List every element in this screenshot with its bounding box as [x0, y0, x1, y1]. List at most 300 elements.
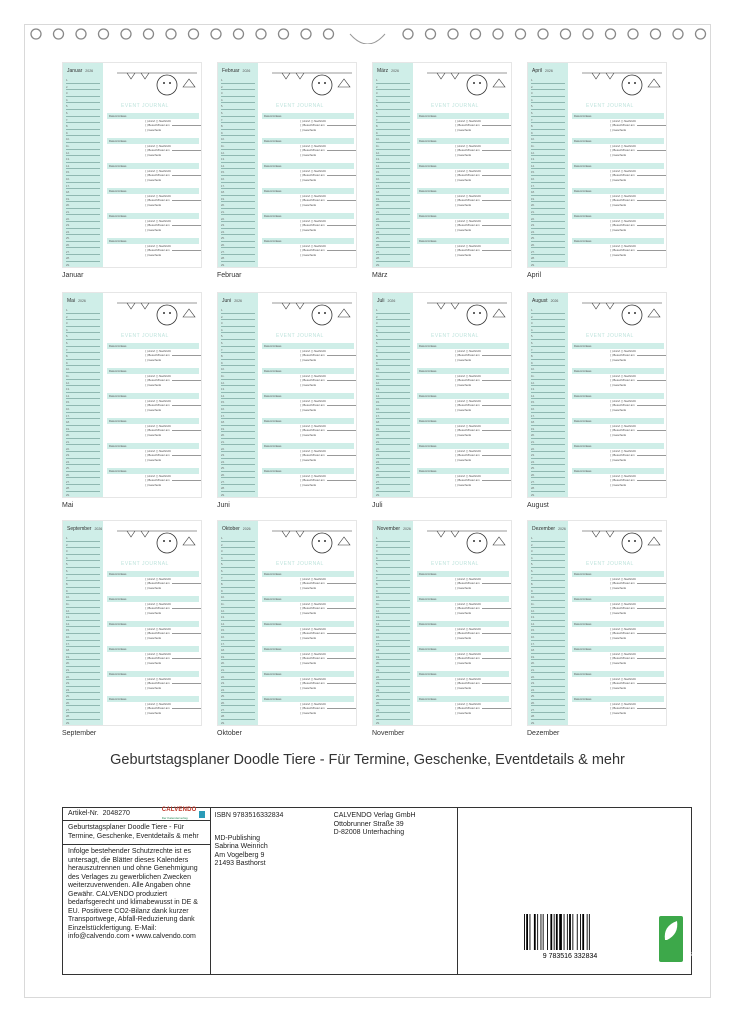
event-option-gift: ( ) Geschenk — [455, 432, 472, 437]
day-line: 3. — [66, 90, 100, 97]
event-option-visit: ( ) Besuch/Feier am — [145, 248, 199, 252]
event-option-gift: ( ) Geschenk — [145, 152, 162, 157]
day-line: 10. — [66, 594, 100, 601]
event-option-visit: ( ) Besuch/Feier am — [145, 453, 199, 457]
day-line: 18. — [66, 189, 100, 196]
day-line: 27. — [376, 706, 410, 713]
day-lines — [376, 535, 410, 726]
event-option-visit: ( ) Besuch/Feier am — [300, 223, 354, 227]
month-label: Januar — [62, 272, 84, 279]
event-option-call: ( ) Anruf ( ) Nachricht — [610, 474, 636, 478]
event-option-gift: ( ) Geschenk — [455, 685, 472, 690]
event-option-call: ( ) Anruf ( ) Nachricht — [300, 219, 326, 223]
event-row-header: Datum/Anlass — [107, 671, 199, 677]
day-line: 25. — [376, 693, 410, 700]
event-option-call: ( ) Anruf ( ) Nachricht — [455, 144, 481, 148]
day-line: 6. — [221, 340, 255, 347]
day-line: 24. — [66, 229, 100, 236]
day-line: 20. — [66, 202, 100, 209]
month-page-header: September 2026 — [67, 526, 103, 532]
day-line: 15. — [66, 399, 100, 406]
day-line: 18. — [221, 647, 255, 654]
event-option-call: ( ) Anruf ( ) Nachricht — [300, 169, 326, 173]
day-line: 15. — [221, 169, 255, 176]
event-row-header: Datum/Anlass — [262, 418, 354, 424]
event-row — [572, 213, 664, 239]
article-label: Artikel-Nr. — [68, 809, 99, 817]
day-line: 3. — [221, 320, 255, 327]
day-line: 2. — [221, 542, 255, 549]
event-row-header: Datum/Anlass — [572, 213, 664, 219]
event-option-call: ( ) Anruf ( ) Nachricht — [610, 424, 636, 428]
event-option-visit: ( ) Besuch/Feier am — [610, 123, 664, 127]
day-line: 25. — [531, 235, 565, 242]
day-line: 1. — [531, 307, 565, 314]
day-line: 9. — [221, 588, 255, 595]
event-option-visit: ( ) Besuch/Feier am — [145, 223, 199, 227]
day-line: 9. — [531, 360, 565, 367]
event-row — [572, 671, 664, 697]
event-option-visit: ( ) Besuch/Feier am — [145, 581, 199, 585]
month-page-header: Juli 2026 — [377, 298, 396, 304]
event-option-gift: ( ) Geschenk — [455, 227, 472, 232]
day-line: 17. — [66, 641, 100, 648]
day-line: 11. — [66, 143, 100, 150]
day-line: 24. — [531, 229, 565, 236]
event-row-header: Datum/Anlass — [572, 368, 664, 374]
event-option-visit: ( ) Besuch/Feier am — [610, 353, 664, 357]
day-line: 21. — [531, 209, 565, 216]
event-option-visit: ( ) Besuch/Feier am — [610, 378, 664, 382]
event-row-header: Datum/Anlass — [417, 696, 509, 702]
event-option-visit: ( ) Besuch/Feier am — [300, 198, 354, 202]
event-option-gift: ( ) Geschenk — [610, 382, 627, 387]
month-label: November — [372, 730, 405, 737]
day-line: 26. — [221, 700, 255, 707]
event-row — [417, 671, 509, 697]
event-row — [572, 418, 664, 444]
month-page-header: November 2026 — [377, 526, 411, 532]
event-option-visit: ( ) Besuch/Feier am — [300, 248, 354, 252]
day-line: 4. — [531, 97, 565, 104]
day-line: 19. — [531, 196, 565, 203]
event-option-gift: ( ) Geschenk — [145, 382, 162, 387]
event-option-gift: ( ) Geschenk — [610, 252, 627, 257]
event-option-gift: ( ) Geschenk — [610, 660, 627, 665]
event-row — [572, 468, 664, 494]
month-juni — [217, 292, 357, 509]
event-option-visit: ( ) Besuch/Feier am — [610, 198, 664, 202]
event-option-visit: ( ) Besuch/Feier am — [455, 606, 509, 610]
day-line: 6. — [66, 568, 100, 575]
day-line: 20. — [221, 432, 255, 439]
event-option-gift: ( ) Geschenk — [300, 382, 317, 387]
day-line: 27. — [221, 478, 255, 485]
month-page-header: Dezember 2026 — [532, 526, 566, 532]
day-line: 6. — [531, 340, 565, 347]
month-page — [527, 62, 667, 268]
day-line: 29. — [66, 720, 100, 726]
event-option-gift: ( ) Geschenk — [300, 152, 317, 157]
day-line: 1. — [66, 77, 100, 84]
day-line: 9. — [66, 130, 100, 137]
day-line: 28. — [221, 713, 255, 720]
event-row-header: Datum/Anlass — [262, 163, 354, 169]
day-line: 9. — [66, 588, 100, 595]
day-line: 20. — [221, 202, 255, 209]
day-line: 18. — [221, 189, 255, 196]
event-row-header: Datum/Anlass — [417, 113, 509, 119]
event-row — [262, 393, 354, 419]
event-option-call: ( ) Anruf ( ) Nachricht — [455, 652, 481, 656]
event-option-gift: ( ) Geschenk — [610, 407, 627, 412]
day-line: 29. — [376, 720, 410, 726]
event-row-header: Datum/Anlass — [262, 443, 354, 449]
month-label: Dezember — [527, 730, 560, 737]
event-option-call: ( ) Anruf ( ) Nachricht — [610, 577, 636, 581]
event-row-header: Datum/Anlass — [107, 443, 199, 449]
day-lines — [531, 535, 565, 726]
spiral-binding — [0, 24, 735, 44]
day-line: 23. — [66, 222, 100, 229]
day-line: 19. — [66, 426, 100, 433]
day-line: 14. — [66, 393, 100, 400]
event-row — [417, 343, 509, 369]
event-journal-watermark: EVENT JOURNAL — [121, 561, 169, 567]
day-line: 21. — [221, 439, 255, 446]
day-line: 13. — [66, 156, 100, 163]
event-option-gift: ( ) Geschenk — [145, 635, 162, 640]
day-line: 12. — [66, 380, 100, 387]
day-line: 15. — [376, 169, 410, 176]
event-option-visit: ( ) Besuch/Feier am — [455, 123, 509, 127]
day-line: 25. — [531, 693, 565, 700]
event-option-call: ( ) Anruf ( ) Nachricht — [610, 602, 636, 606]
day-line: 21. — [531, 439, 565, 446]
day-line: 7. — [66, 347, 100, 354]
event-option-visit: ( ) Besuch/Feier am — [300, 706, 354, 710]
event-row-header: Datum/Anlass — [262, 646, 354, 652]
day-line: 25. — [221, 693, 255, 700]
event-option-visit: ( ) Besuch/Feier am — [300, 478, 354, 482]
event-option-call: ( ) Anruf ( ) Nachricht — [610, 119, 636, 123]
event-option-gift: ( ) Geschenk — [300, 357, 317, 362]
event-row — [262, 571, 354, 597]
event-row — [417, 163, 509, 189]
month-label: Juni — [217, 502, 230, 509]
day-line: 17. — [66, 183, 100, 190]
day-line: 28. — [66, 713, 100, 720]
event-option-call: ( ) Anruf ( ) Nachricht — [300, 474, 326, 478]
day-line: 29. — [221, 492, 255, 498]
event-option-call: ( ) Anruf ( ) Nachricht — [610, 677, 636, 681]
day-line: 4. — [221, 97, 255, 104]
event-row — [107, 368, 199, 394]
event-row-header: Datum/Anlass — [262, 238, 354, 244]
event-option-gift: ( ) Geschenk — [145, 202, 162, 207]
day-line: 7. — [66, 575, 100, 582]
event-row-header: Datum/Anlass — [107, 468, 199, 474]
legal-text: Infolge bestehender Schutzrechte ist es untersagt, die Blätter dieses Kalenders herauszutrennen und ohne Genehmigung des Verlages zu gewerblichen Zwecken weiterzuverwenden. Alle Angaben ohne Gewähr. CALVENDO produziert bedarfsgerecht und klimabewusst in DE & EU. Positivere CO2-Bilanz dank kurzer Transportwege, Abfall-Reduzierung dank Einzelstückfertigung. E-Mail: info@calvendo.com • www.calvendo.com — [68, 848, 198, 940]
event-option-visit: ( ) Besuch/Feier am — [145, 148, 199, 152]
publisher-name: CALVENDO Verlag GmbH — [333, 812, 416, 819]
day-line: 12. — [376, 380, 410, 387]
day-line: 7. — [221, 117, 255, 124]
event-journal-watermark: EVENT JOURNAL — [586, 103, 634, 109]
day-line: 16. — [376, 634, 410, 641]
day-line: 26. — [221, 242, 255, 249]
day-line: 23. — [221, 680, 255, 687]
day-line: 19. — [66, 654, 100, 661]
day-line: 13. — [376, 156, 410, 163]
event-row — [107, 418, 199, 444]
day-line: 13. — [66, 386, 100, 393]
day-line: 18. — [66, 647, 100, 654]
day-line: 23. — [66, 680, 100, 687]
event-row-header: Datum/Anlass — [107, 368, 199, 374]
event-journal-watermark: EVENT JOURNAL — [431, 561, 479, 567]
event-option-call: ( ) Anruf ( ) Nachricht — [145, 194, 171, 198]
day-line: 17. — [531, 641, 565, 648]
day-line: 27. — [376, 478, 410, 485]
day-line: 6. — [531, 568, 565, 575]
day-line: 27. — [221, 248, 255, 255]
event-option-call: ( ) Anruf ( ) Nachricht — [145, 424, 171, 428]
day-line: 16. — [376, 176, 410, 183]
event-row-header: Datum/Anlass — [572, 113, 664, 119]
day-line: 8. — [66, 353, 100, 360]
event-option-gift: ( ) Geschenk — [300, 635, 317, 640]
day-line: 18. — [531, 189, 565, 196]
cake-doodle-icon — [417, 297, 511, 337]
event-row — [107, 393, 199, 419]
day-line: 11. — [376, 601, 410, 608]
event-option-call: ( ) Anruf ( ) Nachricht — [300, 577, 326, 581]
barcode-digits: 9 783516 332834 — [542, 953, 598, 960]
event-row-header: Datum/Anlass — [572, 671, 664, 677]
event-option-call: ( ) Anruf ( ) Nachricht — [455, 449, 481, 453]
event-row — [572, 571, 664, 597]
snail-doodle-icon — [107, 525, 201, 565]
day-line: 1. — [221, 535, 255, 542]
day-line: 25. — [66, 235, 100, 242]
day-line: 28. — [376, 485, 410, 492]
event-option-call: ( ) Anruf ( ) Nachricht — [455, 244, 481, 248]
day-line: 6. — [531, 110, 565, 117]
event-row-header: Datum/Anlass — [572, 646, 664, 652]
event-row-header: Datum/Anlass — [262, 468, 354, 474]
month-juli — [372, 292, 512, 509]
event-row-header: Datum/Anlass — [417, 621, 509, 627]
day-line: 9. — [221, 360, 255, 367]
day-line: 7. — [531, 117, 565, 124]
day-line: 14. — [66, 621, 100, 628]
event-option-gift: ( ) Geschenk — [145, 432, 162, 437]
event-option-gift: ( ) Geschenk — [610, 585, 627, 590]
day-line: 11. — [531, 601, 565, 608]
day-line: 23. — [531, 452, 565, 459]
event-row — [262, 368, 354, 394]
event-option-visit: ( ) Besuch/Feier am — [300, 631, 354, 635]
day-line: 27. — [66, 478, 100, 485]
event-option-call: ( ) Anruf ( ) Nachricht — [145, 627, 171, 631]
day-line: 18. — [66, 419, 100, 426]
day-line: 29. — [531, 492, 565, 498]
day-line: 19. — [376, 196, 410, 203]
day-line: 5. — [66, 103, 100, 110]
event-option-visit: ( ) Besuch/Feier am — [145, 631, 199, 635]
event-row — [107, 571, 199, 597]
event-row — [107, 443, 199, 469]
event-option-call: ( ) Anruf ( ) Nachricht — [610, 169, 636, 173]
event-row-header: Datum/Anlass — [417, 418, 509, 424]
day-line: 25. — [66, 693, 100, 700]
day-line: 28. — [66, 255, 100, 262]
day-line: 6. — [376, 340, 410, 347]
event-option-call: ( ) Anruf ( ) Nachricht — [455, 374, 481, 378]
day-line: 6. — [221, 110, 255, 117]
day-line: 20. — [531, 660, 565, 667]
event-option-call: ( ) Anruf ( ) Nachricht — [300, 449, 326, 453]
event-row — [417, 188, 509, 214]
eco-leaf-icon — [659, 916, 700, 962]
event-option-visit: ( ) Besuch/Feier am — [610, 173, 664, 177]
day-line: 24. — [221, 229, 255, 236]
day-line: 26. — [531, 472, 565, 479]
event-row — [417, 368, 509, 394]
day-line: 9. — [221, 130, 255, 137]
day-line: 4. — [66, 327, 100, 334]
day-line: 20. — [531, 432, 565, 439]
event-option-gift: ( ) Geschenk — [455, 202, 472, 207]
month-oktober — [217, 520, 357, 737]
day-line: 28. — [221, 485, 255, 492]
day-line: 4. — [376, 97, 410, 104]
day-line: 27. — [66, 248, 100, 255]
event-row — [572, 596, 664, 622]
day-line: 7. — [376, 117, 410, 124]
event-row-header: Datum/Anlass — [417, 571, 509, 577]
day-line: 18. — [376, 647, 410, 654]
day-line: 23. — [66, 452, 100, 459]
event-option-visit: ( ) Besuch/Feier am — [455, 631, 509, 635]
day-line: 17. — [531, 413, 565, 420]
event-row-header: Datum/Anlass — [262, 393, 354, 399]
event-row — [262, 596, 354, 622]
event-row — [107, 343, 199, 369]
day-lines — [221, 307, 255, 498]
publisher-street: Ottobrunner Straße 39 — [333, 820, 404, 828]
event-option-gift: ( ) Geschenk — [455, 482, 472, 487]
day-line: 9. — [531, 588, 565, 595]
event-option-call: ( ) Anruf ( ) Nachricht — [610, 144, 636, 148]
day-line: 2. — [66, 542, 100, 549]
event-row — [262, 138, 354, 164]
event-option-gift: ( ) Geschenk — [610, 710, 627, 715]
day-line: 11. — [221, 373, 255, 380]
day-line: 26. — [376, 700, 410, 707]
event-row-header: Datum/Anlass — [107, 138, 199, 144]
info-box — [62, 806, 700, 975]
day-line: 16. — [531, 634, 565, 641]
event-journal-watermark: EVENT JOURNAL — [431, 103, 479, 109]
event-row-header: Datum/Anlass — [417, 368, 509, 374]
day-line: 3. — [66, 320, 100, 327]
day-line: 29. — [531, 720, 565, 726]
day-line: 29. — [66, 262, 100, 268]
month-page-header: April 2026 — [532, 68, 553, 74]
event-option-call: ( ) Anruf ( ) Nachricht — [455, 602, 481, 606]
event-row-header: Datum/Anlass — [107, 418, 199, 424]
event-option-visit: ( ) Besuch/Feier am — [145, 403, 199, 407]
day-line: 25. — [221, 465, 255, 472]
event-row — [107, 213, 199, 239]
event-option-gift: ( ) Geschenk — [455, 635, 472, 640]
day-line: 13. — [531, 614, 565, 621]
event-option-visit: ( ) Besuch/Feier am — [145, 606, 199, 610]
day-line: 2. — [376, 314, 410, 321]
day-line: 14. — [221, 393, 255, 400]
day-line: 11. — [66, 601, 100, 608]
event-option-visit: ( ) Besuch/Feier am — [145, 123, 199, 127]
month-page — [62, 292, 202, 498]
event-option-visit: ( ) Besuch/Feier am — [145, 353, 199, 357]
day-line: 4. — [66, 97, 100, 104]
event-row-header: Datum/Anlass — [572, 443, 664, 449]
event-option-visit: ( ) Besuch/Feier am — [610, 606, 664, 610]
event-option-visit: ( ) Besuch/Feier am — [300, 681, 354, 685]
day-line: 24. — [376, 687, 410, 694]
day-line: 5. — [66, 333, 100, 340]
event-option-gift: ( ) Geschenk — [610, 457, 627, 462]
event-row-header: Datum/Anlass — [572, 418, 664, 424]
day-line: 28. — [531, 713, 565, 720]
event-row-header: Datum/Anlass — [262, 571, 354, 577]
event-row — [572, 113, 664, 139]
event-option-call: ( ) Anruf ( ) Nachricht — [455, 169, 481, 173]
event-option-call: ( ) Anruf ( ) Nachricht — [145, 244, 171, 248]
day-line: 3. — [221, 90, 255, 97]
event-row — [107, 671, 199, 697]
day-line: 12. — [221, 380, 255, 387]
event-row-header: Datum/Anlass — [262, 188, 354, 194]
day-line: 5. — [531, 333, 565, 340]
event-option-call: ( ) Anruf ( ) Nachricht — [455, 219, 481, 223]
event-option-gift: ( ) Geschenk — [455, 585, 472, 590]
event-option-call: ( ) Anruf ( ) Nachricht — [145, 219, 171, 223]
event-option-call: ( ) Anruf ( ) Nachricht — [610, 374, 636, 378]
event-option-gift: ( ) Geschenk — [145, 610, 162, 615]
day-line: 24. — [376, 459, 410, 466]
event-option-visit: ( ) Besuch/Feier am — [610, 581, 664, 585]
day-line: 2. — [221, 84, 255, 91]
day-line: 1. — [531, 77, 565, 84]
day-line: 29. — [531, 262, 565, 268]
event-option-call: ( ) Anruf ( ) Nachricht — [300, 374, 326, 378]
day-line: 11. — [376, 373, 410, 380]
day-line: 12. — [66, 608, 100, 615]
day-line: 25. — [531, 465, 565, 472]
event-option-call: ( ) Anruf ( ) Nachricht — [145, 602, 171, 606]
event-option-visit: ( ) Besuch/Feier am — [300, 428, 354, 432]
day-line: 17. — [376, 413, 410, 420]
month-page-header: Juni 2026 — [222, 298, 242, 304]
event-option-gift: ( ) Geschenk — [145, 252, 162, 257]
event-row-header: Datum/Anlass — [572, 468, 664, 474]
day-line: 29. — [66, 492, 100, 498]
event-row-header: Datum/Anlass — [262, 696, 354, 702]
day-line: 20. — [376, 660, 410, 667]
